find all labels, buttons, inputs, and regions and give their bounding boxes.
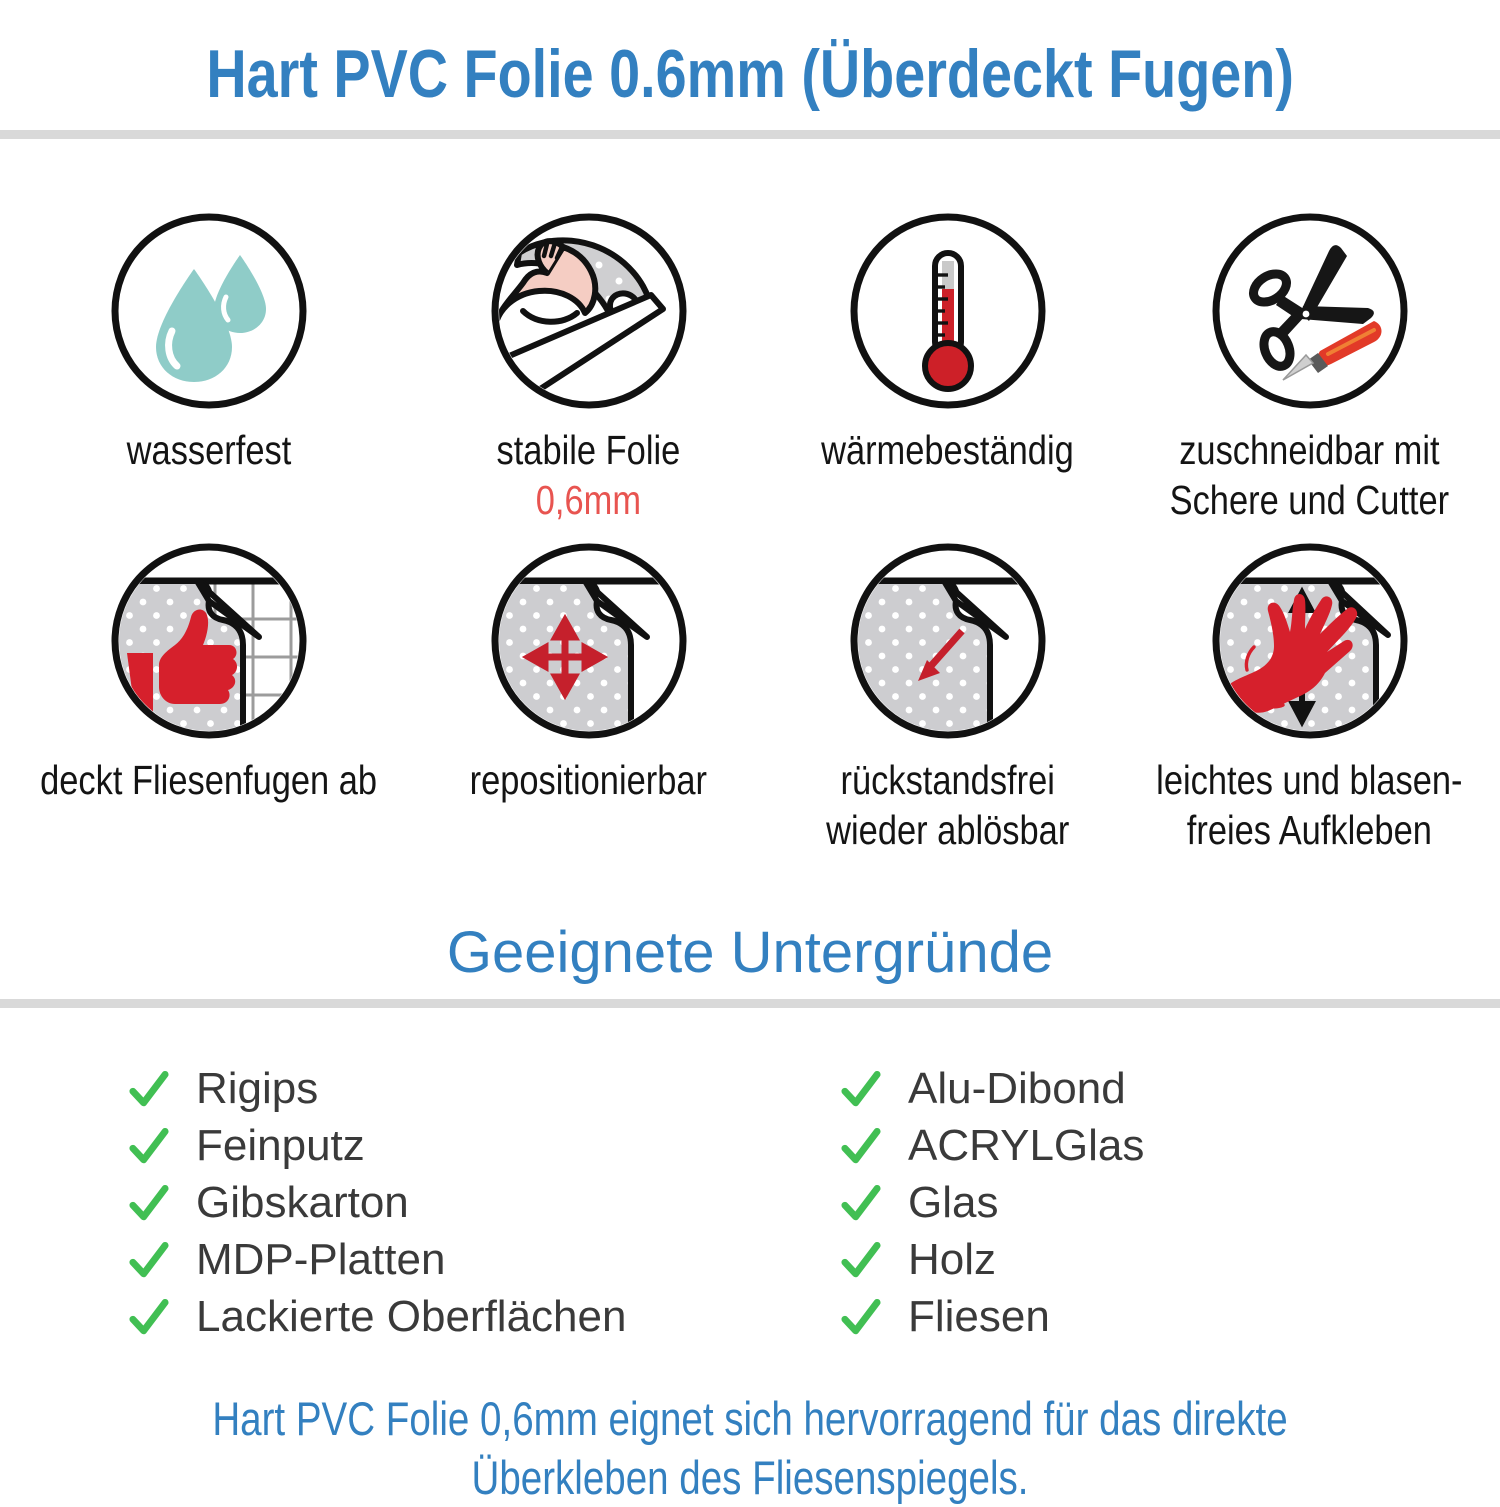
list-item: Gibskarton bbox=[126, 1174, 720, 1231]
feature-waermebestaendig bbox=[768, 211, 1127, 541]
feature-wasserfest bbox=[8, 211, 409, 541]
hand-smoothing-foil-icon bbox=[1210, 541, 1410, 741]
list-item: MDP-Platten bbox=[126, 1231, 720, 1288]
feature-caption: wasserfest bbox=[126, 427, 291, 473]
thickness-label: 0,6mm bbox=[536, 477, 642, 523]
feature-aufkleben bbox=[1127, 541, 1492, 871]
feature-rueckstandsfrei bbox=[768, 541, 1127, 871]
footer-note: Hart PVC Folie 0,6mm eignet sich hervorragend für das direkte Überkleben des Fliesenspiegels. bbox=[212, 1392, 1288, 1504]
list-item: Holz bbox=[838, 1231, 1500, 1288]
divider-bar bbox=[0, 999, 1500, 1008]
page-title: Hart PVC Folie 0.6mm (Überdeckt Fugen) bbox=[206, 36, 1294, 112]
section-title: Geeignete Untergründe bbox=[446, 920, 1054, 985]
thumbs-up-foil-icon bbox=[109, 541, 309, 741]
header bbox=[0, 0, 1500, 110]
check-icon bbox=[838, 1294, 884, 1340]
list-item: Rigips bbox=[126, 1060, 720, 1117]
check-icon bbox=[838, 1066, 884, 1112]
list-item: Lackierte Oberflächen bbox=[126, 1288, 720, 1345]
feature-caption: rückstandsfrei wieder ablösbar bbox=[826, 757, 1070, 853]
check-icon bbox=[838, 1237, 884, 1283]
peel-arrow-foil-icon bbox=[848, 541, 1048, 741]
feature-caption: deckt Fliesenfugen ab bbox=[40, 757, 378, 803]
list-item: Fliesen bbox=[838, 1288, 1500, 1345]
feature-caption: stabile Folie 0,6mm bbox=[496, 427, 681, 523]
feature-stabile-folie bbox=[409, 211, 768, 541]
list-item: Glas bbox=[838, 1174, 1500, 1231]
feature-caption: zuschneidbar mit Schere und Cutter bbox=[1169, 427, 1450, 523]
list-item: Alu-Dibond bbox=[838, 1060, 1500, 1117]
check-icon bbox=[126, 1066, 172, 1112]
substrate-lists bbox=[0, 1008, 1500, 1345]
check-icon bbox=[126, 1237, 172, 1283]
check-icon bbox=[838, 1180, 884, 1226]
feature-grid bbox=[0, 211, 1500, 871]
feature-repositionierbar bbox=[409, 541, 768, 871]
divider-bar bbox=[0, 130, 1500, 139]
feature-caption: repositionierbar bbox=[469, 757, 708, 803]
feature-caption: leichtes und blasen- freies Aufkleben bbox=[1156, 757, 1463, 853]
substrate-column-left bbox=[0, 1060, 720, 1345]
feature-fliesenfugen bbox=[8, 541, 409, 871]
substrate-column-right bbox=[720, 1060, 1500, 1345]
check-icon bbox=[126, 1123, 172, 1169]
muscle-arm-foil-icon bbox=[489, 211, 689, 411]
list-item: ACRYLGlas bbox=[838, 1117, 1500, 1174]
scissors-cutter-icon bbox=[1210, 211, 1410, 411]
check-icon bbox=[126, 1180, 172, 1226]
list-item: Feinputz bbox=[126, 1117, 720, 1174]
move-arrows-foil-icon bbox=[489, 541, 689, 741]
check-icon bbox=[126, 1294, 172, 1340]
check-icon bbox=[838, 1123, 884, 1169]
thermometer-icon bbox=[848, 211, 1048, 411]
water-drops-icon bbox=[109, 211, 309, 411]
feature-zuschneidbar bbox=[1127, 211, 1492, 541]
feature-caption: wärmebeständig bbox=[821, 427, 1075, 473]
